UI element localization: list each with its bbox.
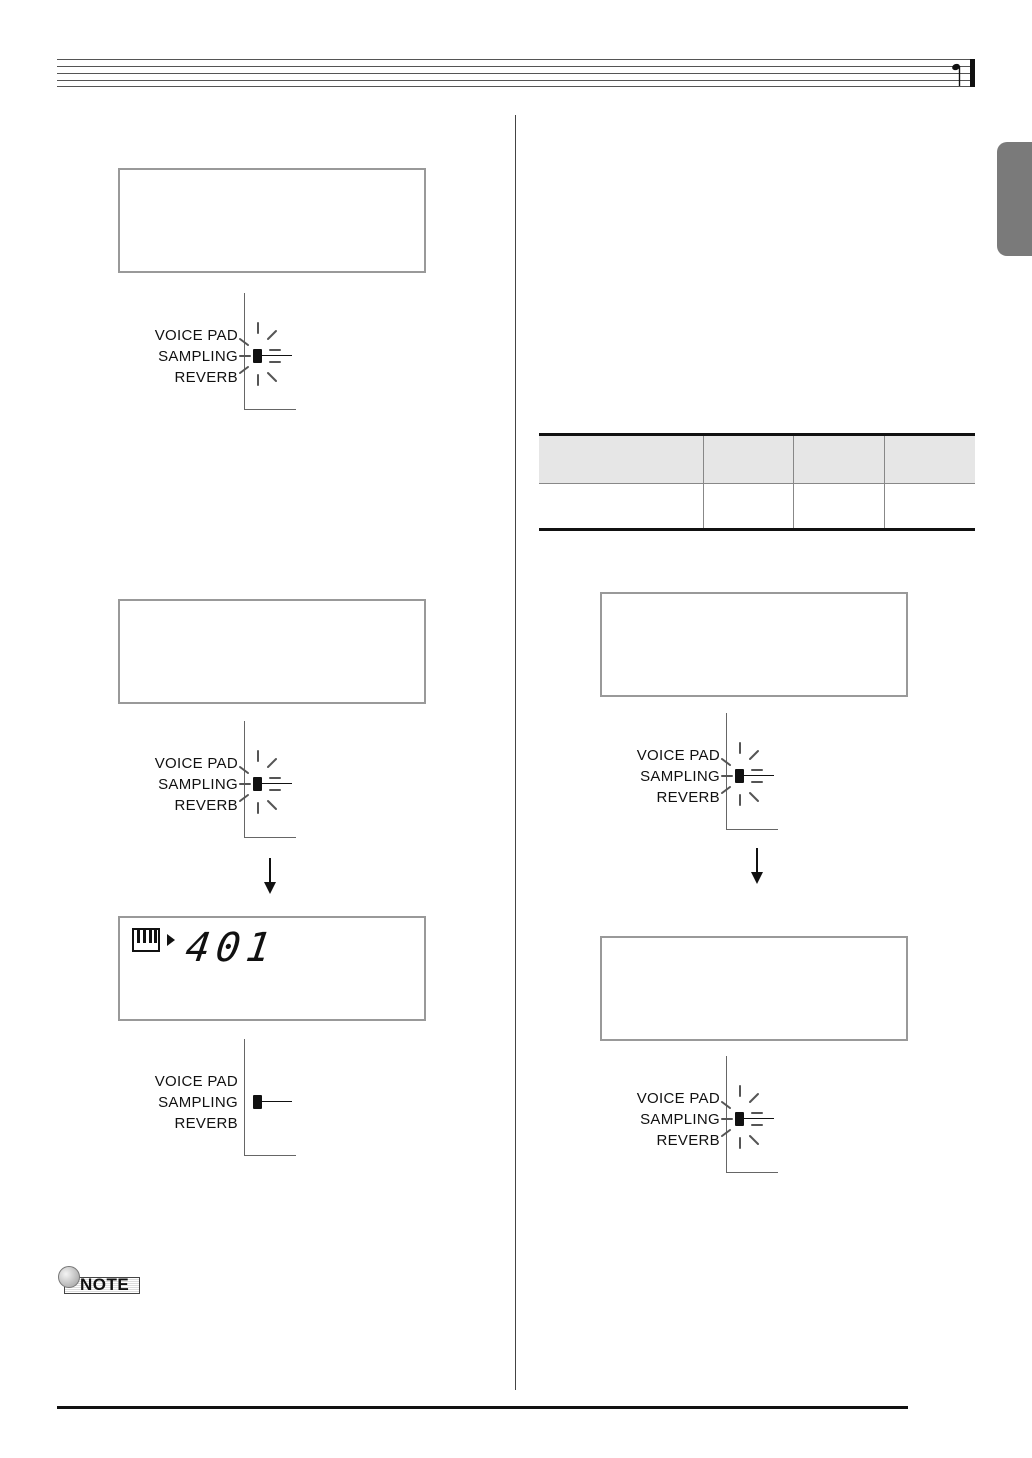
indicator-pointer-line (262, 783, 292, 784)
blink-rays-icon (156, 721, 316, 841)
label-sampling: SAMPLING (640, 768, 720, 785)
lcd-display-5 (600, 936, 908, 1041)
down-arrow-icon (749, 848, 765, 884)
column-divider (515, 115, 516, 1390)
indicator-pointer-line (262, 1101, 292, 1102)
label-voice-pad: VOICE PAD (636, 1090, 720, 1107)
keyboard-icon (132, 928, 160, 952)
indicator-mark (253, 349, 262, 363)
indicator-panel-3 (156, 1039, 316, 1159)
indicator-panel-1 (156, 293, 316, 413)
indicator-mark (735, 1112, 744, 1126)
label-voice-pad: VOICE PAD (154, 1073, 238, 1090)
header-staff (57, 59, 975, 87)
lcd-display-1 (118, 168, 426, 273)
indicator-pointer-line (744, 1118, 774, 1119)
label-voice-pad: VOICE PAD (154, 327, 238, 344)
label-reverb: REVERB (174, 369, 238, 386)
lcd-display-2 (118, 599, 426, 704)
note-heading (58, 1266, 140, 1294)
label-reverb: REVERB (656, 1132, 720, 1149)
indicator-mark (253, 1095, 262, 1109)
label-reverb: REVERB (174, 1115, 238, 1132)
blink-rays-icon (638, 1056, 798, 1176)
label-sampling: SAMPLING (640, 1111, 720, 1128)
label-sampling: SAMPLING (158, 776, 238, 793)
indicator-panel-2 (156, 721, 316, 841)
lcd-tone-number: 401 (182, 925, 280, 971)
down-arrow-icon (262, 858, 278, 894)
indicator-panel-4 (638, 713, 798, 833)
label-sampling: SAMPLING (158, 1094, 238, 1111)
magnifier-bulb-icon (58, 1266, 80, 1288)
lcd-display-4 (600, 592, 908, 697)
table-header-row (539, 436, 975, 483)
indicator-panel-5 (638, 1056, 798, 1176)
label-voice-pad: VOICE PAD (154, 755, 238, 772)
footer-rule (57, 1406, 908, 1409)
indicator-mark (735, 769, 744, 783)
music-note-icon (950, 58, 968, 88)
label-voice-pad: VOICE PAD (636, 747, 720, 764)
blink-rays-icon (638, 713, 798, 833)
lcd-display-3 (118, 916, 426, 1021)
indicator-mark (253, 777, 262, 791)
indicator-pointer-line (262, 355, 292, 356)
triangle-right-icon (166, 928, 176, 952)
header-staff-end-bar (970, 59, 975, 87)
label-reverb: REVERB (656, 789, 720, 806)
blink-rays-icon (156, 293, 316, 413)
label-reverb: REVERB (174, 797, 238, 814)
label-sampling: SAMPLING (158, 348, 238, 365)
indicator-pointer-line (744, 775, 774, 776)
section-side-tab (997, 142, 1032, 256)
spec-table (539, 433, 975, 531)
note-label: NOTE (80, 1275, 130, 1294)
